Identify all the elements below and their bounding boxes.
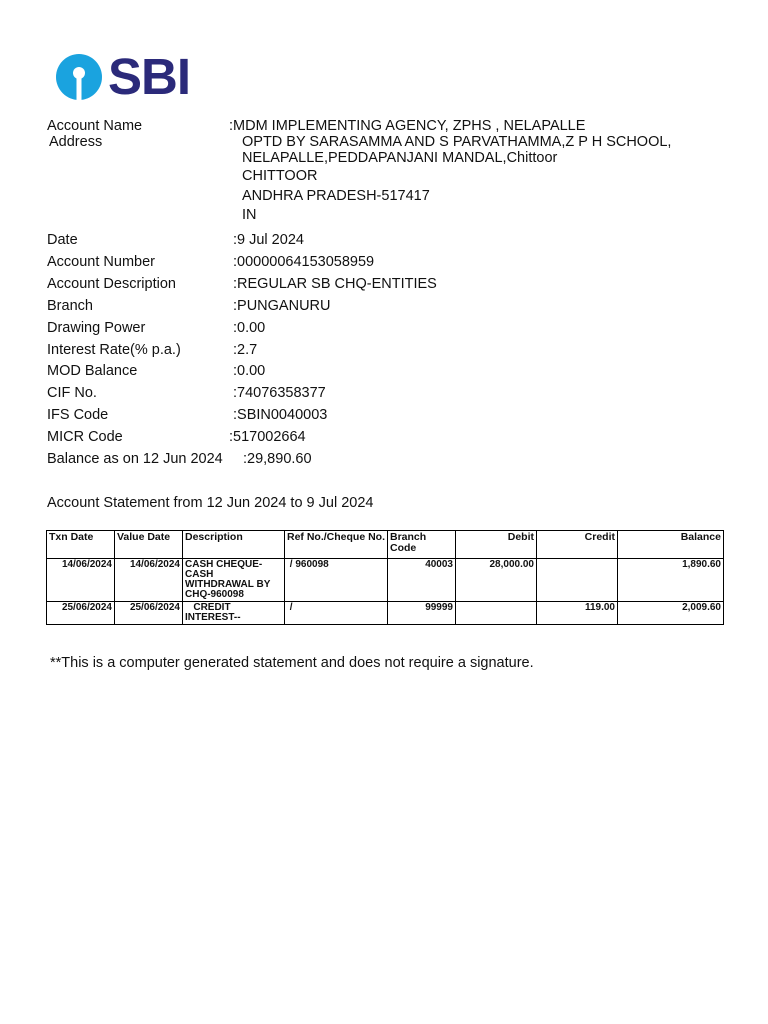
address-line: CHITTOOR <box>242 168 318 184</box>
account-name-label: Account Name <box>47 118 143 134</box>
mod-balance-label: MOD Balance <box>47 363 138 379</box>
col-header-branch-code: Branch Code <box>388 531 456 559</box>
address-line: IN <box>242 207 257 223</box>
txn-date-cell: 14/06/2024 <box>47 559 115 602</box>
ref-cell: / 960098 <box>285 559 388 602</box>
opening-balance-label: Balance as on 12 Jun 2024 <box>47 451 223 467</box>
account-name-value: :MDM IMPLEMENTING AGENCY, ZPHS , NELAPALLE <box>229 118 586 134</box>
statement-title: Account Statement from 12 Jun 2024 to 9 Jul 2024 <box>47 495 374 511</box>
footer-note: **This is a computer generated statement and does not require a signature. <box>50 655 534 671</box>
table-header-row <box>47 531 724 559</box>
table-row <box>47 559 724 602</box>
txn-date-cell: 25/06/2024 <box>47 602 115 625</box>
branch-code-cell: 40003 <box>388 559 456 602</box>
opening-balance-value: :29,890.60 <box>243 451 312 467</box>
interest-rate-label: Interest Rate(% p.a.) <box>47 342 181 358</box>
account-number-value: :00000064153058959 <box>233 254 375 270</box>
ref-cell: / <box>285 602 388 625</box>
debit-cell: 28,000.00 <box>456 559 537 602</box>
statement-table <box>46 530 724 625</box>
account-description-label: Account Description <box>47 276 176 292</box>
col-header-description: Description <box>183 531 285 559</box>
col-header-ref-no: Ref No./Cheque No. <box>285 531 388 559</box>
micr-code-label: MICR Code <box>47 429 123 445</box>
address-line: NELAPALLE,PEDDAPANJANI MANDAL,Chittoor <box>242 150 558 166</box>
date-label: Date <box>47 232 78 248</box>
debit-cell <box>456 602 537 625</box>
account-description-value: :REGULAR SB CHQ-ENTITIES <box>233 276 437 292</box>
branch-value: :PUNGANURU <box>233 298 331 314</box>
col-header-balance: Balance <box>618 531 724 559</box>
sbi-logo-text: SBI <box>108 48 191 105</box>
col-header-debit: Debit <box>456 531 537 559</box>
sbi-keyhole-icon <box>55 53 103 101</box>
value-date-cell: 25/06/2024 <box>115 602 183 625</box>
address-line: OPTD BY SARASAMMA AND S PARVATHAMMA,Z P H SCHOOL, <box>242 134 672 150</box>
balance-cell: 2,009.60 <box>618 602 724 625</box>
value-date-cell: 14/06/2024 <box>115 559 183 602</box>
micr-code-value: :517002664 <box>229 429 306 445</box>
credit-cell: 119.00 <box>537 602 618 625</box>
balance-cell: 1,890.60 <box>618 559 724 602</box>
cif-value: :74076358377 <box>233 385 326 401</box>
col-header-credit: Credit <box>537 531 618 559</box>
drawing-power-value: :0.00 <box>233 320 266 336</box>
table-row <box>47 602 724 625</box>
address-label: Address <box>49 134 103 150</box>
account-number-label: Account Number <box>47 254 155 270</box>
address-line: ANDHRA PRADESH-517417 <box>242 188 430 204</box>
ifs-code-value: :SBIN0040003 <box>233 407 328 423</box>
credit-cell <box>537 559 618 602</box>
drawing-power-label: Drawing Power <box>47 320 146 336</box>
date-value: :9 Jul 2024 <box>233 232 304 248</box>
description-cell: CASH CHEQUE-CASH WITHDRAWAL BY CHQ-960098 <box>183 559 285 602</box>
sbi-logo <box>55 48 191 105</box>
mod-balance-value: :0.00 <box>233 363 266 379</box>
branch-code-cell: 99999 <box>388 602 456 625</box>
interest-rate-value: :2.7 <box>233 342 258 358</box>
col-header-txn-date: Txn Date <box>47 531 115 559</box>
ifs-code-label: IFS Code <box>47 407 109 423</box>
cif-label: CIF No. <box>47 385 97 401</box>
description-cell: CREDIT INTEREST-- <box>183 602 285 625</box>
branch-label: Branch <box>47 298 93 314</box>
col-header-value-date: Value Date <box>115 531 183 559</box>
